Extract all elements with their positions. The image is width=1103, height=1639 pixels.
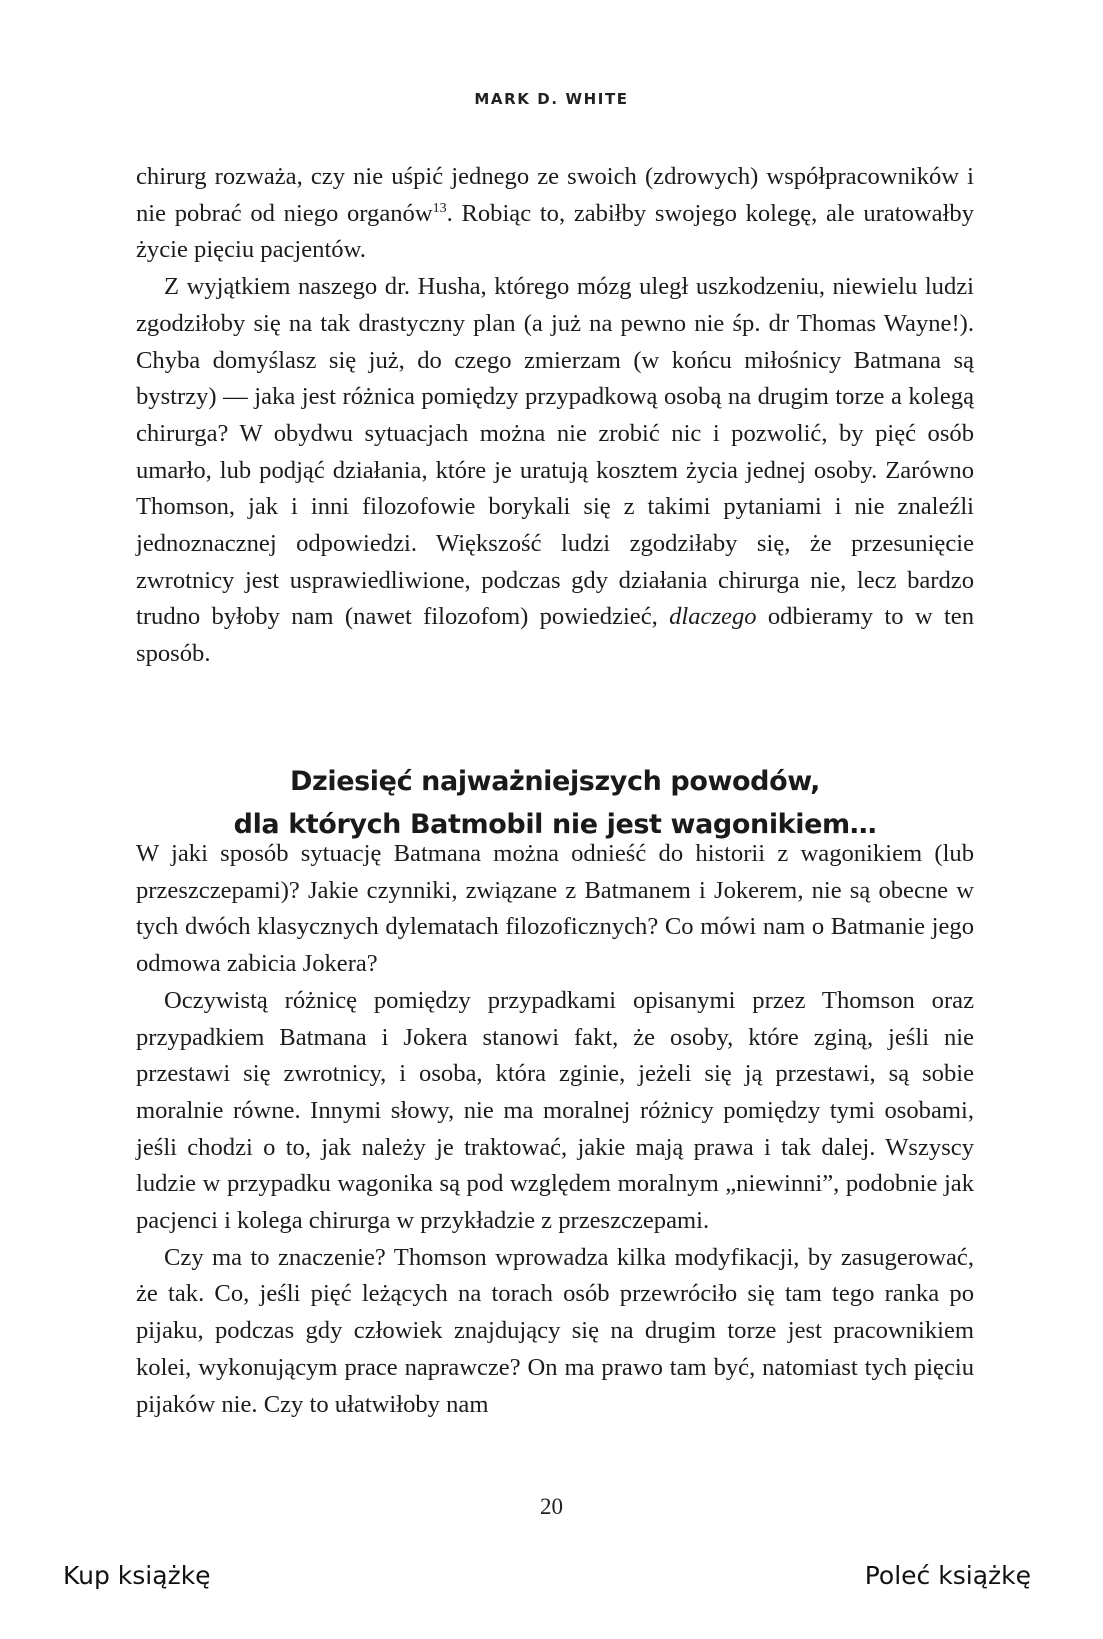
section-heading (136, 760, 974, 846)
paragraph-text: chirurg rozważa, czy nie uśpić jednego ze swoich (zdrowych) współpracowników i nie pobrać od niego organów (136, 163, 974, 227)
section-heading-line-1: Dziesięć najważniejszych powodów, (290, 766, 820, 798)
paragraph-text: . Robiąc to, zabiłby swojego kolegę, ale uratowałby życie pięciu pacjentów. (136, 199, 974, 264)
running-head: MARK D. WHITE (474, 90, 629, 108)
paragraph (136, 159, 974, 269)
paragraph-text: Z wyjątkiem naszego dr. Husha, którego mózg uległ uszkodzeniu, niewielu ludzi zgodziłoby się na tak drastyczny plan (a już na pewno nie śp. dr Thomas Wayne!). Chyba domyślasz się już, do czego zmierzam (w końcu miłośnicy Batmana są bystrzy) — jaka jest różnica pomiędzy przypadkową osobą na drugim torze a kolegą chirurga? W obydwu sytuacjach można nie zrobić nic i pozwolić, by pięć osób umarło, lub podjąć działania, które je uratują kosztem życia jednej osoby. Zarówno Thomson, jak i inni filozofowie borykali się z takimi pytaniami i nie znaleźli jednoznacznej odpowiedzi. Większość ludzi zgodziłaby się, że przesunięcie zwrotnicy jest usprawiedliwione, podczas gdy działania chirurga nie, lecz bardzo trudno byłoby nam (nawet filozofom) powiedzieć, (136, 273, 974, 631)
paragraph: Oczywistą różnicę pomiędzy przypadkami opisanymi przez Thomson oraz przypadkiem Batmana i Jokera stanowi fakt, że osoby, które zginą, jeśli nie przestawi się zwrotnicy, i osoba, która zginie, jeżeli się ją przestawi, są sobie moralnie równe. Innymi słowy, nie ma moralnej różnicy pomiędzy tymi osobami, jeśli chodzi o to, jak należy je traktować, jakie mają prawa i tak dalej. Wszyscy ludzie w przypadku wagonika są pod względem moralnym „niewinni”, podobnie jak pacjenci i kolega chirurga w przykładzie z przeszczepami. (136, 986, 974, 1235)
body-text-bottom (136, 836, 974, 1423)
buy-book-link[interactable]: Kup książkę (63, 1561, 211, 1590)
paragraph (136, 269, 974, 673)
paragraph: W jaki sposób sytuację Batmana można odnieść do historii z wagonikiem (lub przeszczepami)? Jakie czynniki, związane z Batmanem i Jokerem, nie są obecne w tych dwóch klasycznych dylematach filozoficznych? Co mówi nam o Batmanie jego odmowa zabicia Jokera? (136, 840, 974, 978)
paragraph-text: odbieramy to w ten sposób. (136, 603, 974, 668)
recommend-book-link[interactable]: Poleć książkę (864, 1561, 1031, 1590)
footnote-ref: 13 (432, 200, 447, 216)
page-number: 20 (540, 1494, 563, 1519)
body-text-top (136, 159, 974, 673)
paragraph: Czy ma to znaczenie? Thomson wprowadza kilka modyfikacji, by zasugerować, że tak. Co, jeśli pięć leżących na torach osób przewróciło się tam tego ranka po pijaku, podczas gdy człowiek znajdujący się na drugim torze jest pracownikiem kolei, wykonującym prace naprawcze? On ma prawo tam być, natomiast tych pięciu pijaków nie. Czy to ułatwiłoby nam (136, 1243, 974, 1418)
section-heading-line-2: dla których Batmobil nie jest wagonikiem… (233, 809, 877, 841)
emphasis-text: dlaczego (669, 603, 757, 631)
